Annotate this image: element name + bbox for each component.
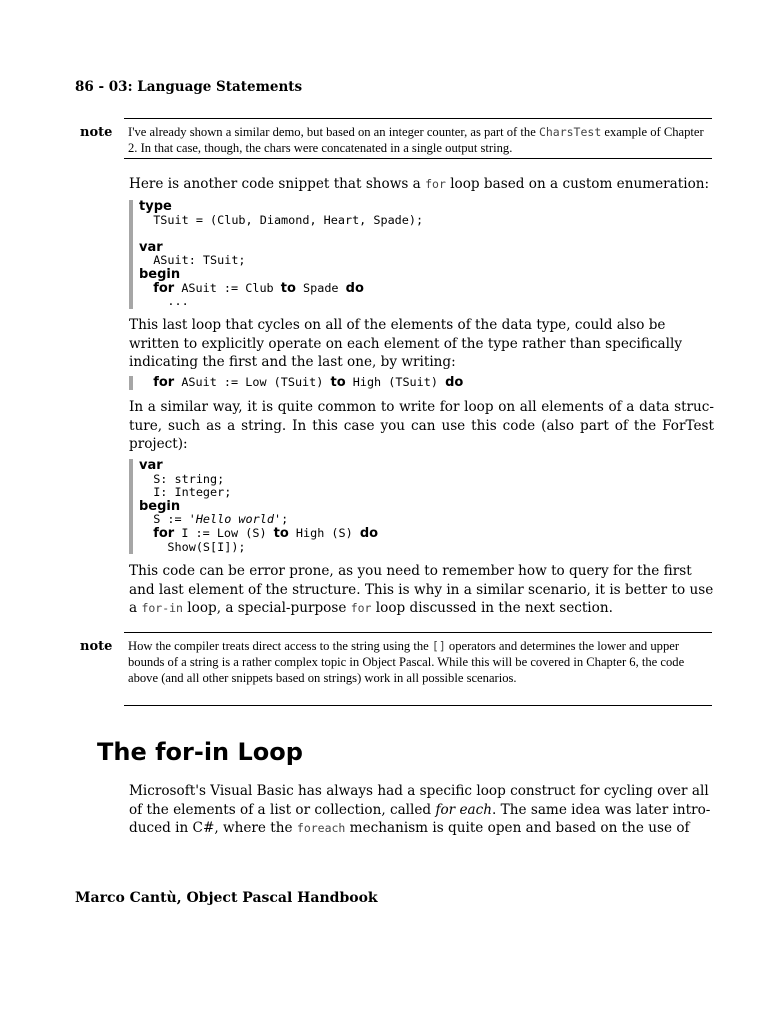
code-block	[129, 200, 423, 309]
code-text: S :=	[139, 512, 189, 527]
paragraph-text: loop based on a custom enumeration:	[445, 176, 710, 192]
paragraph-text: loop discussed in the next section.	[371, 600, 613, 616]
note-text-part: operators and determines the lower and upper bounds of a string is a rather complex topic in Object Pascal. While this will be covered in Chapter 6, the code above (and all other snippets based on strings) work in all possible scenarios.	[128, 639, 685, 685]
code-keyword: var	[139, 458, 163, 473]
note-top-rule	[124, 632, 712, 633]
inline-code: foreach	[296, 821, 346, 835]
code-keyword: to	[273, 525, 289, 541]
code-keyword: to	[330, 375, 346, 390]
code-line: ...	[139, 294, 189, 309]
note-bottom-rule	[124, 705, 712, 706]
code-line: ASuit: TSuit;	[139, 253, 246, 268]
paragraph	[129, 782, 714, 838]
code-keyword: do	[359, 525, 379, 541]
code-block	[129, 459, 378, 554]
code-keyword: begin	[139, 266, 181, 282]
note-label: note	[80, 125, 113, 140]
code-keyword: do	[345, 280, 364, 296]
code-line: S: string;	[139, 471, 225, 486]
inline-code: for-in	[141, 601, 183, 615]
paragraph-text: Microsoft's Visual Basic has always had a specific loop construct for cycling over all of the elements of a list or collection, called	[129, 783, 709, 818]
paragraph: This last loop that cycles on all of the elements of the data type, could also be written to explicitly operate on each element of the type rather than specifically indicating the first and the last one, by writing:	[129, 317, 683, 370]
inline-code: for	[350, 601, 372, 615]
code-keyword: to	[280, 280, 296, 296]
code-text: High (TSuit)	[345, 375, 446, 389]
code-text: High (S)	[288, 525, 360, 540]
code-line: I: Integer;	[139, 485, 232, 500]
code-keyword: begin	[139, 498, 181, 514]
page-header: 86 - 03: Language Statements	[75, 79, 303, 95]
paragraph	[129, 175, 714, 194]
section-heading: The for-in Loop	[97, 738, 303, 766]
inline-code: for	[425, 177, 446, 191]
paragraph: In a similar way, it is quite common to write for loop on all elements of a data struc-ture, such as a string. In this case you can use this code (also part of the ForTest project):	[129, 399, 714, 452]
note-text-part: How the compiler treats direct access to the string using the	[128, 639, 432, 653]
code-text: ASuit := Club	[174, 280, 281, 295]
note-label: note	[80, 639, 113, 654]
code-text: I := Low (S)	[174, 525, 274, 540]
inline-code: []	[431, 639, 446, 653]
code-keyword: for	[153, 525, 175, 541]
code-keyword: var	[139, 239, 163, 255]
inline-code: CharsTest	[538, 125, 602, 139]
paragraph-text: loop, a special-purpose	[182, 600, 351, 616]
code-keyword: do	[445, 375, 464, 390]
paragraph-text: mechanism is quite open and based on the use of	[345, 820, 690, 836]
code-string: 'Hello world'	[188, 512, 282, 527]
paragraph-text: This code can be error prone, as you need to remember how to query for the first and last element of the structure. This is why in a similar scenario, it is better to use a	[129, 563, 714, 616]
code-block	[129, 376, 463, 390]
page-footer: Marco Cantù, Object Pascal Handbook	[75, 890, 378, 906]
paragraph-text: Here is another code snippet that shows a	[129, 176, 426, 192]
note-top-rule	[124, 118, 712, 119]
code-line: TSuit = (Club, Diamond, Heart, Spade);	[139, 212, 424, 227]
note-text-part: example of Chapter 2. In that case, though, the chars were concatenated in a single output string.	[128, 125, 704, 155]
paragraph-text: . The same idea was later intro-duced in C#, where the	[129, 801, 711, 836]
note-text-part: I've already shown a similar demo, but based on an integer counter, as part of the	[128, 125, 539, 139]
code-line: Show(S[I]);	[139, 539, 246, 554]
code-text: ;	[281, 512, 289, 527]
note-bottom-rule	[124, 158, 712, 159]
paragraph	[129, 562, 714, 618]
note-text	[128, 638, 708, 686]
code-keyword: for	[153, 375, 175, 390]
italic-text: for each	[435, 801, 493, 818]
code-keyword: for	[153, 280, 175, 296]
code-text: ASuit := Low (TSuit)	[174, 375, 331, 389]
code-keyword: type	[139, 199, 172, 214]
note-text	[128, 124, 708, 156]
code-text: Spade	[295, 280, 346, 295]
